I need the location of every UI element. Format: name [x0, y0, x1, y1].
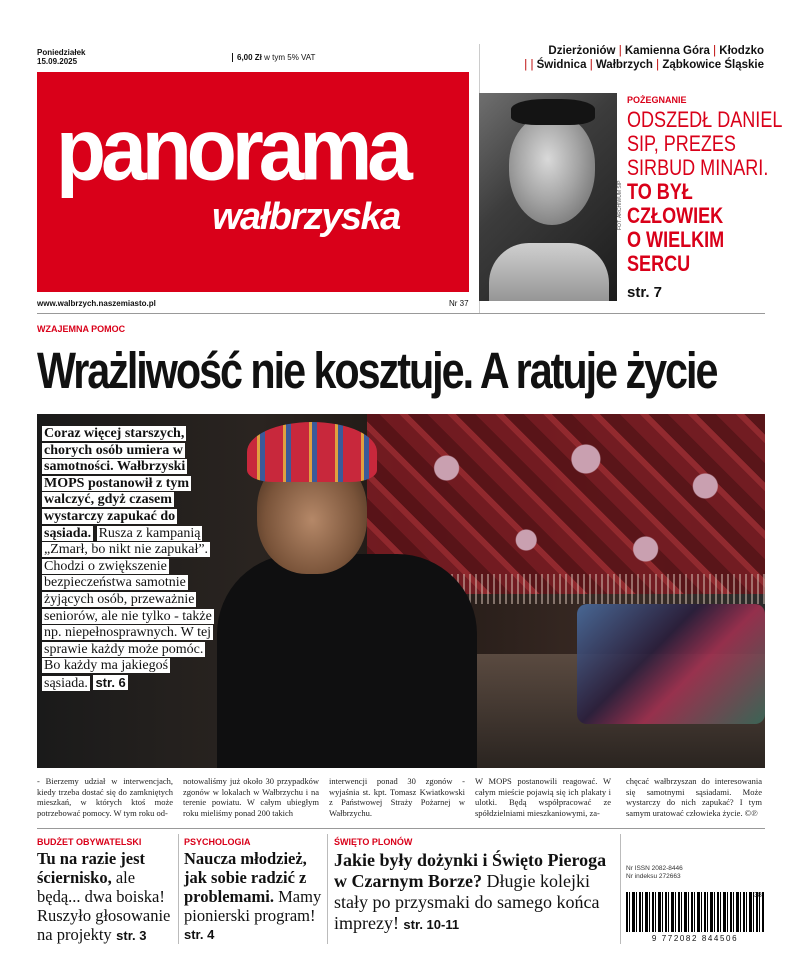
lead-page-ref[interactable]: str. 6	[95, 674, 126, 690]
farewell-line: SERCU	[627, 251, 691, 276]
farewell-page-ref[interactable]: str. 7	[627, 284, 663, 301]
column: - Bierzemy udział w interwencjach, kiedy trzeba dostać się do zamkniętych mieszkań, w których ktoś może potrzebować pomocy. W tym roku od-	[37, 776, 173, 818]
issue-number: Nr 37	[449, 299, 469, 308]
issue-day: Poniedziałek	[37, 48, 86, 57]
city: | Kłodzko	[713, 45, 764, 57]
teaser-tag: PSYCHOLOGIA	[184, 837, 251, 847]
teaser-separator	[327, 834, 328, 944]
farewell-line: CZŁOWIEK	[627, 203, 724, 228]
farewell-photo	[479, 93, 617, 301]
cities-list: Dzierżoniów | Kamienna Góra | Kłodzko | | Świdnica | Wałbrzych | Ząbkowice Śląskie	[524, 44, 764, 72]
column: notowaliśmy już około 30 przypadków zgonów w lokalach w Wałbrzychu i na terenie powiatu. W całym ubiegłym roku mieliśmy ponad 200 takich	[183, 776, 319, 818]
barcode	[626, 892, 764, 932]
teaser-head: Naucza młodzież, jak sobie radzić z problemami.	[184, 849, 307, 906]
farewell-line: SIRBUD MINARI.	[627, 155, 769, 180]
photo-woman-scarf	[247, 422, 377, 482]
logo-main: panorama	[56, 100, 408, 199]
barcode-digits: 9 772082 844506	[651, 934, 739, 943]
teaser-psychology[interactable]	[184, 837, 322, 944]
column: W MOPS postanowili reagować. W całym mieście pojawią się ich plakaty i ulotki. Będą współpracować ze spółdzielniami mieszkaniowymi, za-	[475, 776, 611, 818]
city: | Ząbkowice Śląskie	[656, 59, 764, 71]
teaser-head: Jakie były dożynki i Święto Pieroga w Czarnym Borze?	[334, 850, 607, 891]
city: | Wałbrzych	[590, 59, 653, 71]
photo-embroidery	[577, 604, 765, 724]
farewell-headline[interactable]	[627, 107, 783, 276]
column: interwencji ponad 30 zgonów - wyjaśnia st. kpt. Tomasz Kwiatkowski z Państwowej Straży Pożarnej w Wałbrzychu.	[329, 776, 465, 818]
teaser-page-ref[interactable]: str. 4	[184, 927, 215, 942]
photo-woman-body	[217, 554, 477, 768]
photo-shirt	[489, 243, 609, 301]
website-url[interactable]: www.walbrzych.naszemiasto.pl	[37, 299, 156, 308]
issue-date	[37, 48, 127, 66]
farewell-line: ODSZEDŁ DANIEL	[627, 107, 783, 132]
price-line	[232, 53, 315, 62]
teaser-head: Tu na razie jest ściernisko,	[37, 849, 146, 887]
teaser-harvest[interactable]	[334, 837, 616, 934]
photo-face	[509, 115, 595, 225]
teaser-page-ref[interactable]: str. 10-11	[403, 917, 460, 932]
issn: Nr ISSN 2082-8446	[626, 865, 683, 872]
index-number: Nr indeksu 272663	[626, 873, 681, 880]
farewell-line: TO BYŁ	[627, 179, 693, 204]
teaser-body: Długie kolejki stały po przysmaki do samego końca imprezy!	[334, 871, 600, 933]
city: | Świdnica	[530, 59, 586, 71]
teaser-page-ref[interactable]: str. 3	[116, 928, 147, 943]
issn-block	[626, 865, 683, 881]
teaser-divider	[37, 828, 765, 829]
lead-bold: Coraz więcej starszych, chorych osób umiera w samotności. Wałbrzyski MOPS postanowił z tym walczyć, gdyż czasem wystarczy zapukać do sąsiada.	[44, 426, 190, 541]
photo-sunglasses	[511, 99, 595, 125]
lead-headline[interactable]: Wrażliwość nie kosztuje. A ratuje życie	[37, 342, 717, 399]
farewell-line: SIP, PREZES	[627, 131, 736, 156]
teaser-body: ale będą... dwa boiska! Ruszyło głosowanie na projekty	[37, 868, 171, 944]
farewell-tag: POŻEGNANIE	[627, 95, 687, 105]
teaser-body: Mamy pionierski program!	[184, 887, 322, 925]
lead-text: Rusza z kampanią „Zmarł, bo nikt nie zapukał”. Chodzi o zwiększenie bezpieczeństwa samotnie żyjących osób, przeważnie seniorów, ale nie tylko - także np. niepełnosprawnych. W tej sprawie każdy może pomóc. Bo każdy ma jakiegoś sąsiada.	[44, 525, 212, 691]
city: Dzierżoniów	[548, 45, 616, 57]
teaser-tag: ŚWIĘTO PLONÓW	[334, 837, 413, 847]
logo-sub: wałbrzyska	[212, 196, 400, 238]
teaser-tag: BUDŻET OBYWATELSKI	[37, 837, 142, 847]
lead-section-tag: WZAJEMNA POMOC	[37, 324, 126, 334]
lead-text-box	[42, 426, 214, 693]
city: | Kamienna Góra	[619, 45, 710, 57]
section-divider	[37, 313, 765, 314]
teaser-budget[interactable]	[37, 837, 173, 945]
teaser-separator	[178, 834, 179, 944]
vat-note: w tym 5% VAT	[264, 53, 316, 62]
teaser-separator	[620, 834, 621, 944]
column: chęcać wałbrzyszan do interesowania się samotnymi sąsiadami. Może wystarczy do nich zapukać? I tym samym uratować człowieka życie. ©℗	[626, 776, 762, 818]
issue-date-value: 15.09.2025	[37, 57, 78, 66]
price: 6,00 Zł	[237, 53, 262, 62]
barcode-addon: 38	[754, 892, 762, 899]
photo-credit: FOT. ARCHIWUM SIP	[617, 180, 623, 230]
farewell-line: O WIELKIM	[627, 227, 725, 252]
